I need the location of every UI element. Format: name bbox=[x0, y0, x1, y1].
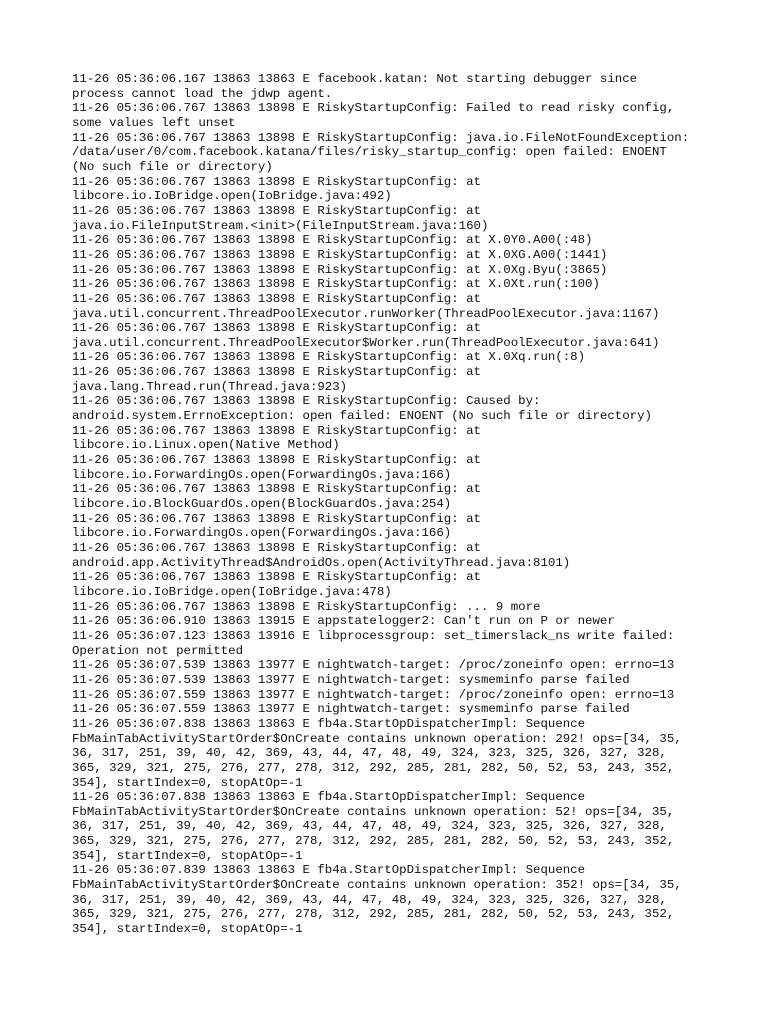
log-line: libcore.io.IoBridge.open(IoBridge.java:478) bbox=[72, 584, 392, 599]
log-line: FbMainTabActivityStartOrder$OnCreate contains unknown operation: 352! ops=[34, 35, bbox=[72, 878, 682, 893]
log-line: 354], startIndex=0, stopAtOp=-1 bbox=[72, 848, 303, 863]
log-line: 365, 329, 321, 275, 276, 277, 278, 312, 292, 285, 281, 282, 50, 52, 53, 243, 352, bbox=[72, 834, 675, 849]
log-line: 11-26 05:36:06.767 13863 13898 E RiskyStartupConfig: at bbox=[72, 174, 481, 189]
log-line: libcore.io.Linux.open(Native Method) bbox=[72, 438, 340, 453]
log-line: 11-26 05:36:06.767 13863 13898 E RiskyStartupConfig: at bbox=[72, 482, 481, 497]
log-line: libcore.io.BlockGuardOs.open(BlockGuardOs.java:254) bbox=[72, 497, 452, 512]
log-line: 11-26 05:36:06.767 13863 13898 E RiskyStartupConfig: at X.0Xq.run(:8) bbox=[72, 350, 586, 365]
log-line: 354], startIndex=0, stopAtOp=-1 bbox=[72, 775, 303, 790]
log-line: some values left unset bbox=[72, 115, 236, 130]
log-line: java.lang.Thread.run(Thread.java:923) bbox=[72, 379, 348, 394]
log-line: libcore.io.IoBridge.open(IoBridge.java:492) bbox=[72, 189, 392, 204]
log-line: java.util.concurrent.ThreadPoolExecutor$Worker.run(ThreadPoolExecutor.java:641) bbox=[72, 335, 660, 350]
log-line: libcore.io.ForwardingOs.open(ForwardingOs.java:166) bbox=[72, 467, 452, 482]
log-line: 11-26 05:36:06.767 13863 13898 E RiskyStartupConfig: ... 9 more bbox=[72, 599, 541, 614]
log-line: 11-26 05:36:06.767 13863 13898 E RiskyStartupConfig: Caused by: bbox=[72, 394, 541, 409]
log-line: 11-26 05:36:07.838 13863 13863 E fb4a.StartOpDispatcherImpl: Sequence bbox=[72, 790, 586, 805]
log-line: 11-26 05:36:07.539 13863 13977 E nightwatch-target: /proc/zoneinfo open: errno=13 bbox=[72, 658, 675, 673]
log-line: 11-26 05:36:06.767 13863 13898 E RiskyStartupConfig: at bbox=[72, 541, 481, 555]
log-line: 11-26 05:36:07.559 13863 13977 E nightwatch-target: sysmeminfo parse failed bbox=[72, 702, 630, 717]
log-line: 11-26 05:36:06.767 13863 13898 E RiskyStartupConfig: at bbox=[72, 453, 481, 468]
log-line: 36, 317, 251, 39, 40, 42, 369, 43, 44, 47, 48, 49, 324, 323, 325, 326, 327, 328, bbox=[72, 746, 667, 761]
log-line: 36, 317, 251, 39, 40, 42, 369, 43, 44, 47, 48, 49, 324, 323, 325, 326, 327, 328, bbox=[72, 892, 667, 907]
log-line: 11-26 05:36:07.838 13863 13863 E fb4a.StartOpDispatcherImpl: Sequence bbox=[72, 716, 586, 731]
log-line: 11-26 05:36:06.767 13863 13898 E RiskyStartupConfig: at bbox=[72, 203, 481, 218]
log-line: 36, 317, 251, 39, 40, 42, 369, 43, 44, 47, 48, 49, 324, 323, 325, 326, 327, 328, bbox=[72, 819, 667, 834]
log-line: /data/user/0/com.facebook.katana/files/risky_startup_config: open failed: ENOENT bbox=[72, 145, 667, 160]
log-line: android.system.ErrnoException: open failed: ENOENT (No such file or directory) bbox=[72, 409, 652, 424]
log-line: 11-26 05:36:07.839 13863 13863 E fb4a.StartOpDispatcherImpl: Sequence bbox=[72, 863, 586, 878]
log-line: 11-26 05:36:06.767 13863 13898 E RiskyStartupConfig: Failed to read risky config, bbox=[72, 101, 675, 116]
log-line: FbMainTabActivityStartOrder$OnCreate contains unknown operation: 52! ops=[34, 35, bbox=[72, 804, 675, 819]
log-line: 11-26 05:36:06.767 13863 13898 E RiskyStartupConfig: at bbox=[72, 321, 481, 336]
log-document bbox=[72, 72, 702, 937]
log-line: 11-26 05:36:06.767 13863 13898 E RiskyStartupConfig: at X.0Y0.A00(:48) bbox=[72, 233, 593, 248]
log-line: 11-26 05:36:07.539 13863 13977 E nightwatch-target: sysmeminfo parse failed bbox=[72, 672, 630, 687]
log-line: 365, 329, 321, 275, 276, 277, 278, 312, 292, 285, 281, 282, 50, 52, 53, 243, 352, bbox=[72, 760, 675, 775]
log-line: java.io.FileInputStream.<init>(FileInputStream.java:160) bbox=[72, 218, 489, 233]
log-line: 11-26 05:36:06.167 13863 13863 E facebook.katan: Not starting debugger since bbox=[72, 72, 638, 86]
log-line: 11-26 05:36:06.767 13863 13898 E RiskyStartupConfig: at bbox=[72, 570, 481, 585]
log-line: libcore.io.ForwardingOs.open(ForwardingOs.java:166) bbox=[72, 526, 452, 541]
log-line: java.util.concurrent.ThreadPoolExecutor.runWorker(ThreadPoolExecutor.java:1167) bbox=[72, 306, 660, 321]
log-body bbox=[72, 72, 702, 937]
log-line: 11-26 05:36:06.767 13863 13898 E RiskyStartupConfig: at bbox=[72, 423, 481, 438]
log-line: 11-26 05:36:06.767 13863 13898 E RiskyStartupConfig: at bbox=[72, 365, 481, 380]
log-line: 11-26 05:36:06.767 13863 13898 E RiskyStartupConfig: at bbox=[72, 291, 481, 306]
log-line: 11-26 05:36:06.767 13863 13898 E RiskyStartupConfig: at bbox=[72, 511, 481, 526]
log-line: FbMainTabActivityStartOrder$OnCreate contains unknown operation: 292! ops=[34, 35, bbox=[72, 731, 682, 746]
log-line: 11-26 05:36:06.767 13863 13898 E RiskyStartupConfig: at X.0XG.A00(:1441) bbox=[72, 247, 608, 262]
log-line: 11-26 05:36:07.123 13863 13916 E libprocessgroup: set_timerslack_ns write failed: bbox=[72, 628, 675, 643]
log-line: 365, 329, 321, 275, 276, 277, 278, 312, 292, 285, 281, 282, 50, 52, 53, 243, 352, bbox=[72, 907, 675, 922]
log-line: 11-26 05:36:06.910 13863 13915 E appstatelogger2: Can't run on P or newer bbox=[72, 614, 615, 629]
log-line: 11-26 05:36:06.767 13863 13898 E RiskyStartupConfig: java.io.FileNotFoundException: bbox=[72, 130, 690, 145]
log-line: 11-26 05:36:06.767 13863 13898 E RiskyStartupConfig: at X.0Xt.run(:100) bbox=[72, 277, 600, 292]
log-line: 354], startIndex=0, stopAtOp=-1 bbox=[72, 922, 303, 937]
log-line: Operation not permitted bbox=[72, 643, 244, 658]
log-line: 11-26 05:36:06.767 13863 13898 E RiskyStartupConfig: at X.0Xg.Byu(:3865) bbox=[72, 262, 608, 277]
log-line: 11-26 05:36:07.559 13863 13977 E nightwatch-target: /proc/zoneinfo open: errno=13 bbox=[72, 687, 675, 702]
log-line: process cannot load the jdwp agent. bbox=[72, 86, 333, 101]
log-line: android.app.ActivityThread$AndroidOs.open(ActivityThread.java:8101) bbox=[72, 555, 571, 570]
log-line: (No such file or directory) bbox=[72, 159, 273, 174]
